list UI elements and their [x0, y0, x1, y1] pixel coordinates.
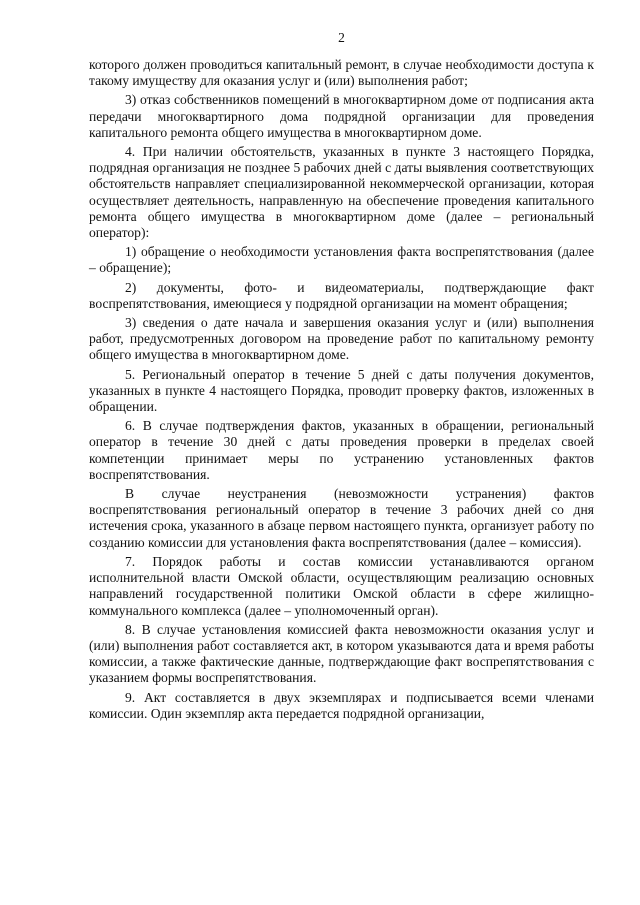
paragraph: которого должен проводиться капитальный ремонт, в случае необходимости доступа к такому имуществу для оказания услуг и (или) выполнения работ; — [89, 57, 594, 89]
paragraph: 4. При наличии обстоятельств, указанных в пункте 3 настоящего Порядка, подрядная организация не позднее 5 рабочих дней с даты выявления соответствующих обстоятельств направляет специализированной некоммерческой организации, которая осуществляет деятельность, направленную на обеспечение проведения капитального ремонта общего имущества в многоквартирном доме (далее – региональный оператор): — [89, 144, 594, 241]
document-body — [89, 57, 594, 722]
paragraph: 9. Акт составляется в двух экземплярах и подписывается всеми членами комиссии. Один экземпляр акта передается подрядной организации, — [89, 689, 594, 721]
paragraph: 2) документы, фото- и видеоматериалы, подтверждающие факт воспрепятствования, имеющиеся у подрядной организации на момент обращения; — [89, 279, 594, 311]
paragraph: 8. В случае установления комиссией факта невозможности оказания услуг и (или) выполнения работ составляется акт, в котором указываются дата и время работы комиссии, а также фактические данные, подтверждающие факт воспрепятствования с указанием формы воспрепятствования. — [89, 621, 594, 686]
paragraph: 7. Порядок работы и состав комиссии устанавливаются органом исполнительной власти Омской области, осуществляющим реализацию основных направлений государственной политики Омской области в сфере жилищно-коммунального комплекса (далее – уполномоченный орган). — [89, 553, 594, 618]
paragraph: 3) сведения о дате начала и завершения оказания услуг и (или) выполнения работ, предусмотренных договором на проведение работ по капитальному ремонту общего имущества в многоквартирном доме. — [89, 315, 594, 363]
paragraph: 1) обращение о необходимости установления факта воспрепятствования (далее – обращение); — [89, 244, 594, 276]
paragraph: 6. В случае подтверждения фактов, указанных в обращении, региональный оператор в течение 30 дней с даты проведения проверки в пределах своей компетенции принимает меры по устранению установленных фактов воспрепятствования. — [89, 418, 594, 482]
paragraph: В случае неустранения (невозможности устранения) фактов воспрепятствования региональный оператор в течение 3 рабочих дней со дня истечения срока, указанного в абзаце первом настоящего пункта, организует работу по созданию комиссии для установления факта воспрепятствования (далее – комиссия). — [89, 486, 594, 550]
page-number: 2 — [338, 30, 345, 45]
paragraph: 5. Региональный оператор в течение 5 дней с даты получения документов, указанных в пункте 4 настоящего Порядка, проводит проверку фактов, изложенных в обращении. — [89, 366, 594, 415]
paragraph: 3) отказ собственников помещений в многоквартирном доме от подписания акта передачи многоквартирного дома подрядной организации для проведения капитального ремонта общего имущества в многоквартирном доме. — [89, 92, 594, 140]
